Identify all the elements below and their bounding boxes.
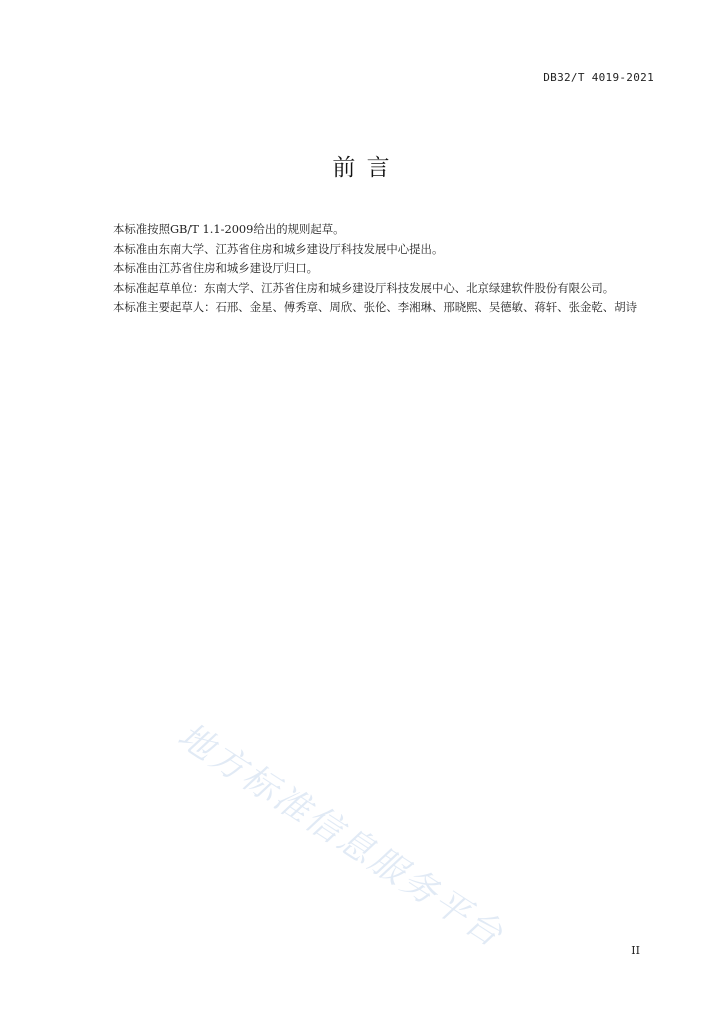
paragraph-proposer: 本标准由东南大学、江苏省住房和城乡建设厅科技发展中心提出。: [113, 241, 444, 256]
paragraph-administrator: 本标准由江苏省住房和城乡建设厅归口。: [113, 261, 319, 275]
watermark: 地方标准信息服务平台: [170, 715, 511, 957]
paragraph-drafting-units: 本标准起草单位：东南大学、江苏省住房和城乡建设厅科技发展中心、北京绿建软件股份有限公司。: [113, 280, 615, 295]
paragraph-drafters: 本标准主要起草人：石邢、金星、傅秀章、周欣、张伦、李湘琳、邢晓熙、吴德敏、蒋轩、张金乾、胡诗: [113, 300, 637, 314]
page-number: II: [631, 944, 640, 957]
foreword-body: [89, 220, 659, 318]
paragraph-drafting-rules: 本标准按照GB/T 1.1-2009给出的规则起草。: [113, 222, 345, 236]
standard-code: DB32/T 4019-2021: [543, 71, 654, 84]
page-title: 前 言: [332, 155, 392, 181]
